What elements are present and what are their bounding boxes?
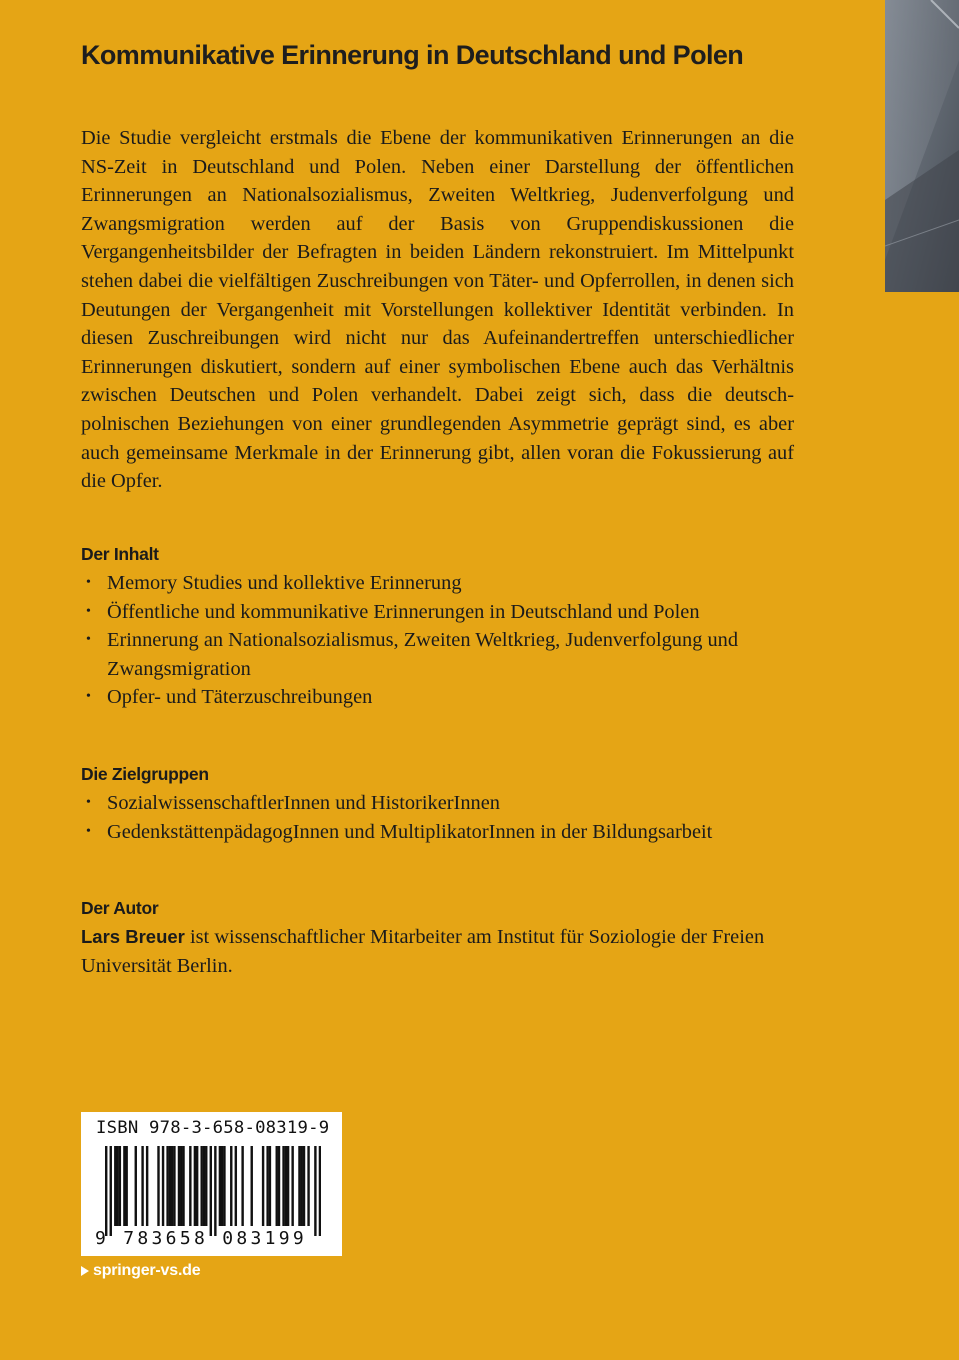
barcode-bar [182,1146,184,1226]
barcode-bar [241,1146,243,1226]
barcode-bar [235,1146,237,1226]
bullet-dot: • [86,575,91,590]
bullet-dot: • [86,603,91,619]
corner-cover-image [885,0,959,292]
list-item [81,818,717,847]
barcode-bar [314,1146,316,1236]
barcode-bar [291,1146,293,1226]
author-bio [81,923,811,980]
content-heading: Der Inhalt [81,544,159,564]
barcode-bar [169,1146,171,1226]
author-heading: Der Autor [81,898,159,918]
barcode-bar [276,1146,278,1226]
barcode-bar [278,1146,280,1226]
barcode-bar [157,1146,159,1226]
list-item [81,569,767,598]
list-item-text: Öffentliche und kommunikative Erinnerungen in Deutschland und Polen [107,600,700,623]
barcode-bar [141,1146,143,1226]
barcode-bars [105,1146,321,1236]
bullet-dot: • [86,823,91,839]
barcode-bar [262,1146,264,1226]
barcode-bar [285,1146,287,1226]
list-item [81,789,767,818]
barcode-bar [114,1146,116,1226]
barcode-bar [125,1146,127,1226]
barcode-bar [200,1146,202,1226]
barcode-bar [230,1146,232,1226]
barcode-bar [203,1146,205,1226]
barcode-bar [196,1146,198,1226]
barcode-bar [189,1146,191,1226]
barcode-bar [119,1146,121,1226]
barcode-bar [116,1146,118,1226]
barcode-bar [219,1146,221,1226]
audience-heading: Die Zielgruppen [81,764,209,784]
isbn-barcode [81,1112,342,1256]
barcode-bar [123,1146,125,1226]
barcode-bar [210,1146,212,1236]
author-name: Lars Breuer [81,926,185,947]
barcode-bar [266,1146,268,1226]
bullet-dot: • [86,632,91,647]
barcode-bar [301,1146,303,1226]
list-item-text: GedenkstättenpädagogInnen und MultiplikatorInnen in der Bildungsarbeit [107,820,713,843]
audience-list [81,789,871,846]
isbn-text: ISBN 978-3-658-08319-9 [96,1118,330,1138]
barcode-bar [162,1146,164,1226]
barcode-bar [221,1146,223,1226]
list-item-text: Erinnerung an Nationalsozialismus, Zweiten Weltkrieg, Judenverfolgung und Zwangsmigration [107,629,739,680]
barcode-bar [307,1146,309,1226]
author-section [81,898,871,980]
barcode-bar [173,1146,175,1226]
barcode-bar [194,1146,196,1226]
barcode-bar [178,1146,180,1226]
content-list [81,569,871,712]
book-title: Kommunikative Erinnerung in Deutschland und Polen [81,40,744,70]
barcode-bar [303,1146,305,1226]
barcode-bar [205,1146,207,1226]
barcode-bar [298,1146,300,1226]
barcode-bar [287,1146,289,1226]
barcode-bar [105,1146,107,1236]
barcode-bar [223,1146,225,1226]
play-arrow-icon [81,1266,89,1276]
list-item-text: SozialwissenschaftlerInnen und HistorikerInnen [107,792,500,814]
barcode-bar [282,1146,284,1226]
author-bio-text: ist wissenschaftlicher Mitarbeiter am Institut für Soziologie der Freien Universität Berlin. [81,926,765,977]
list-item [81,626,767,683]
barcode-bar [110,1146,112,1236]
barcode-bar [214,1146,216,1236]
barcode-bar [319,1146,321,1236]
content-section [81,544,871,712]
list-item-text: Opfer- und Täterzuschreibungen [107,686,373,708]
list-item [81,598,767,627]
barcode-bar [146,1146,148,1226]
barcode-bar [171,1146,173,1226]
barcode-bar [166,1146,168,1226]
ean-digits: 9 783658 083199 [95,1228,308,1249]
bullet-dot: • [86,689,91,704]
audience-section [81,764,871,846]
barcode-bar [251,1146,253,1226]
barcode-bar [135,1146,137,1226]
barcode-bar [269,1146,271,1226]
list-item-text: Memory Studies und kollektive Erinnerung [107,572,462,594]
book-description: Die Studie vergleicht erstmals die Ebene der kommunikativen Erinnerungen an die NS-Zeit in Deutschland und Polen. Neben einer Darstellung der öffentlichen Erinnerungen an Nationalsozialismus, Zweiten Weltkrieg, Judenverfolgung und Zwangsmigration werden auf der Basis von Gruppendiskussionen die Vergangenheitsbilder der Befragten in beiden Ländern rekonstruiert. Im Mittelpunkt stehen dabei die vielfältigen Zuschreibungen von Täter- und Opferrollen, in denen sich Deutungen der Vergangenheit mit Vorstellungen kollektiver Identität verbinden. In diesen Zuschreibungen wird nicht nur das Aufeinandertreffen unterschiedlicher Erinnerungen diskutiert, sondern auf einer symbolischen Ebene auch das Verhältnis zwischen Deutschen und Polen verhandelt. Dabei zeigt sich, dass die deutsch-polnischen Beziehungen von einer grundlegenden Asymmetrie geprägt sind, es aber auch gemeinsame Merkmale in der Erinnerung gibt, allen voran die Fokussierung auf die Opfer. [81,127,794,493]
list-item [81,683,767,712]
barcode-bar [180,1146,182,1226]
website-text: springer-vs.de [93,1262,201,1279]
website-link[interactable] [81,1262,200,1280]
bullet-dot: • [86,795,91,810]
